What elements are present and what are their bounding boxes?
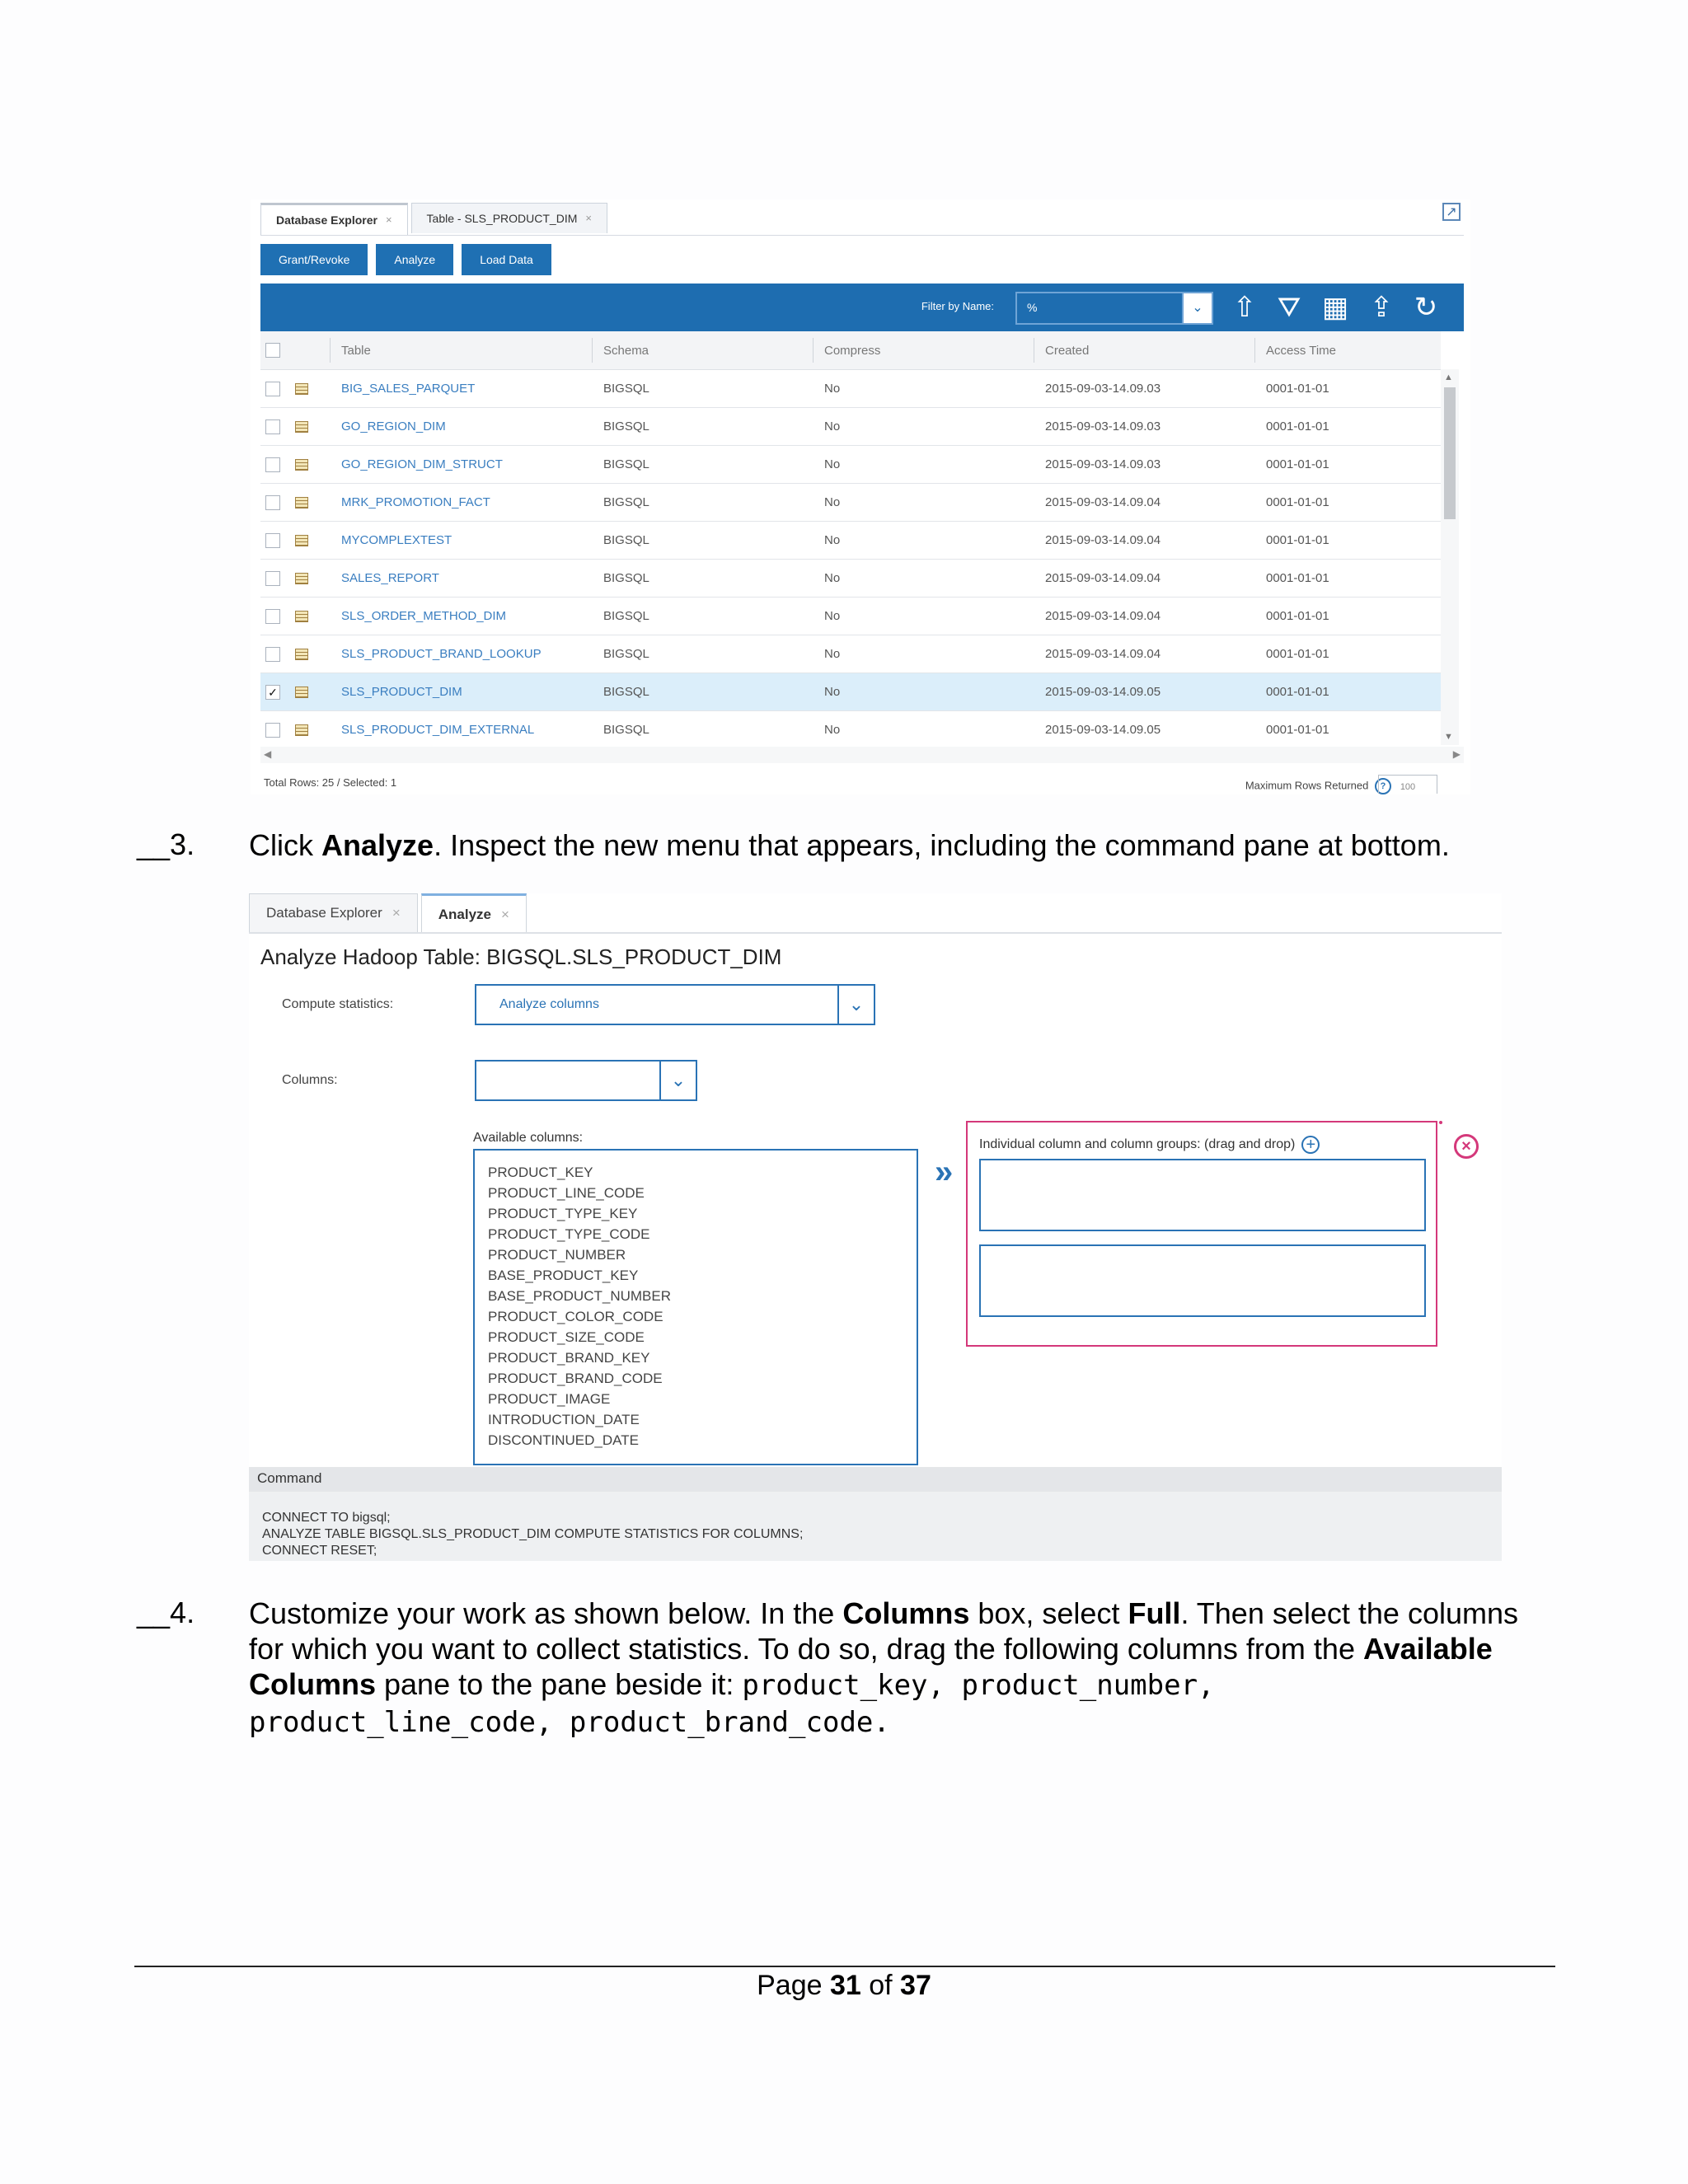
chevron-down-icon[interactable]: ⌄ xyxy=(659,1062,696,1099)
grant-revoke-button[interactable]: Grant/Revoke xyxy=(260,244,368,275)
selected-value: Analyze columns xyxy=(499,997,599,1011)
table-icon xyxy=(295,497,308,509)
text: . Inspect the new menu that appears, including the command pane at bottom. xyxy=(434,828,1450,862)
compress-cell: No xyxy=(824,419,841,434)
available-column-item[interactable]: PRODUCT_LINE_CODE xyxy=(488,1185,645,1201)
column-header-schema[interactable]: Schema xyxy=(603,343,649,358)
step-3-instruction xyxy=(249,827,1535,863)
compress-cell: No xyxy=(824,723,841,737)
compress-cell: No xyxy=(824,495,841,509)
created-cell: 2015-09-03-14.09.04 xyxy=(1045,571,1161,585)
close-icon[interactable]: × xyxy=(501,907,509,922)
schema-cell: BIGSQL xyxy=(603,685,649,699)
available-column-item[interactable]: PRODUCT_BRAND_KEY xyxy=(488,1350,650,1366)
add-group-icon[interactable]: + xyxy=(1301,1136,1320,1154)
command-line: ANALYZE TABLE BIGSQL.SLS_PRODUCT_DIM COMPUTE STATISTICS FOR COLUMNS; xyxy=(262,1527,804,1541)
compress-cell: No xyxy=(824,685,841,699)
access-time-cell: 0001-01-01 xyxy=(1266,571,1329,585)
schema-cell: BIGSQL xyxy=(603,723,649,737)
text: of xyxy=(860,1970,901,2001)
row-checkbox[interactable] xyxy=(265,609,280,624)
tab-label: Table - SLS_PRODUCT_DIM xyxy=(426,212,578,225)
table-name-link[interactable]: MYCOMPLEXTEST xyxy=(341,533,452,547)
table-icon xyxy=(295,649,308,660)
filter-icon[interactable]: ⛛ xyxy=(1277,292,1301,323)
command-pane xyxy=(249,1492,1502,1561)
explorer-tab-bar xyxy=(260,203,607,234)
schema-cell: BIGSQL xyxy=(603,609,649,623)
filter-bar xyxy=(260,284,1464,331)
table-row[interactable] xyxy=(260,560,1441,598)
created-cell: 2015-09-03-14.09.03 xyxy=(1045,382,1161,396)
table-name-link[interactable]: GO_REGION_DIM_STRUCT xyxy=(341,457,503,471)
move-right-icon[interactable]: » xyxy=(935,1154,954,1190)
table-row[interactable] xyxy=(260,635,1441,673)
table-icon xyxy=(295,535,308,546)
grid-body xyxy=(260,370,1441,749)
bold-text: Available Columns xyxy=(249,1632,1493,1701)
access-time-cell: 0001-01-01 xyxy=(1266,495,1329,509)
help-icon[interactable]: ? xyxy=(1375,778,1391,794)
row-checkbox[interactable]: ✓ xyxy=(265,685,280,700)
filter-label: Filter by Name: xyxy=(921,300,994,312)
load-data-button[interactable]: Load Data xyxy=(462,244,551,275)
created-cell: 2015-09-03-14.09.05 xyxy=(1045,723,1161,737)
columns-label: Columns: xyxy=(282,1073,338,1087)
table-row[interactable] xyxy=(260,370,1441,408)
text: Click xyxy=(249,828,321,862)
table-icon xyxy=(295,687,308,698)
explorer-toolbar xyxy=(260,244,551,275)
horizontal-scrollbar[interactable] xyxy=(260,747,1464,763)
table-name-link[interactable]: MRK_PROMOTION_FACT xyxy=(341,495,490,509)
tab-label: Analyze xyxy=(438,907,491,922)
total-pages: 37 xyxy=(900,1970,931,2001)
analyze-screenshot xyxy=(249,893,1502,1561)
created-cell: 2015-09-03-14.09.04 xyxy=(1045,533,1161,547)
tab-database-explorer[interactable] xyxy=(249,893,418,932)
compute-statistics-select[interactable] xyxy=(475,984,875,1025)
tab-database-explorer[interactable] xyxy=(260,203,408,235)
created-cell: 2015-09-03-14.09.04 xyxy=(1045,647,1161,661)
created-cell: 2015-09-03-14.09.03 xyxy=(1045,457,1161,471)
row-checkbox[interactable] xyxy=(265,647,280,662)
max-rows-label xyxy=(1245,778,1391,794)
available-columns-label: Available columns: xyxy=(473,1131,584,1145)
row-checkbox[interactable] xyxy=(265,495,280,510)
grid-header xyxy=(260,331,1441,370)
tab-divider xyxy=(249,932,1502,934)
access-time-cell: 0001-01-01 xyxy=(1266,533,1329,547)
close-icon[interactable]: × xyxy=(585,212,592,224)
access-time-cell: 0001-01-01 xyxy=(1266,382,1329,396)
row-checkbox[interactable] xyxy=(265,723,280,738)
table-view-icon[interactable]: ▦ xyxy=(1321,292,1349,323)
table-icon xyxy=(295,611,308,622)
filter-value: % xyxy=(1027,301,1038,314)
column-header-compress[interactable]: Compress xyxy=(824,343,881,358)
max-rows-text: Maximum Rows Returned xyxy=(1245,779,1369,792)
table-icon xyxy=(295,724,308,736)
created-cell: 2015-09-03-14.09.04 xyxy=(1045,609,1161,623)
schema-cell: BIGSQL xyxy=(603,457,649,471)
remove-group-icon[interactable]: × xyxy=(1454,1134,1479,1159)
column-groups-label xyxy=(979,1136,1320,1154)
text: pane to the pane beside it: xyxy=(376,1667,743,1701)
column-group-drop-zone[interactable] xyxy=(979,1159,1426,1231)
database-explorer-screenshot xyxy=(251,199,1470,794)
column-header-created[interactable]: Created xyxy=(1045,343,1090,358)
table-row[interactable] xyxy=(260,484,1441,522)
compress-cell: No xyxy=(824,382,841,396)
required-marker xyxy=(1439,1121,1442,1124)
available-column-item[interactable]: PRODUCT_KEY xyxy=(488,1165,593,1180)
table-row[interactable] xyxy=(260,598,1441,635)
popout-icon[interactable]: ↗ xyxy=(1442,203,1461,221)
scroll-right-icon[interactable]: ▶ xyxy=(1452,748,1461,760)
schema-cell: BIGSQL xyxy=(603,571,649,585)
table-icon xyxy=(295,573,308,584)
tab-table-sls-product-dim[interactable] xyxy=(411,203,607,233)
tab-label: Database Explorer xyxy=(266,905,382,921)
access-time-cell: 0001-01-01 xyxy=(1266,647,1329,661)
tab-divider xyxy=(260,235,1464,236)
available-column-item[interactable]: DISCONTINUED_DATE xyxy=(488,1432,639,1448)
table-row[interactable] xyxy=(260,711,1441,749)
column-header-access-time[interactable]: Access Time xyxy=(1266,343,1337,358)
tab-analyze[interactable] xyxy=(421,893,527,934)
text: . Then select the columns for which you want to collect statistics. To do so, drag the following columns from the xyxy=(249,1596,1518,1666)
column-groups-panel xyxy=(966,1121,1437,1347)
columns-select[interactable] xyxy=(475,1060,697,1101)
compress-cell: No xyxy=(824,647,841,661)
column-list xyxy=(488,1162,917,1451)
close-icon[interactable]: × xyxy=(392,905,401,921)
row-checkbox[interactable] xyxy=(265,457,280,472)
available-column-item[interactable]: PRODUCT_BRAND_CODE xyxy=(488,1371,663,1386)
upload-icon[interactable]: ⇪ xyxy=(1369,292,1394,323)
compress-cell: No xyxy=(824,533,841,547)
table-name-link[interactable]: BIG_SALES_PARQUET xyxy=(341,382,476,396)
available-column-item[interactable]: PRODUCT_NUMBER xyxy=(488,1247,626,1263)
compress-cell: No xyxy=(824,457,841,471)
page-title: Analyze Hadoop Table: BIGSQL.SLS_PRODUCT_DIM xyxy=(260,944,782,969)
max-rows-input[interactable]: 100 xyxy=(1378,775,1437,794)
step-number: __4. xyxy=(137,1596,195,1629)
schema-cell: BIGSQL xyxy=(603,419,649,434)
table-icon xyxy=(295,421,308,433)
available-column-item[interactable]: BASE_PRODUCT_KEY xyxy=(488,1268,639,1283)
command-line: CONNECT TO bigsql; xyxy=(262,1511,391,1525)
compute-statistics-label: Compute statistics: xyxy=(282,997,394,1011)
filter-by-name-input[interactable] xyxy=(1015,292,1213,325)
scrollbar-thumb[interactable] xyxy=(1444,387,1456,519)
sort-icon[interactable]: ⇧ xyxy=(1232,292,1257,323)
scroll-left-icon[interactable]: ◀ xyxy=(264,748,272,760)
code-text: product_line_code, product_brand_code. xyxy=(249,1706,890,1739)
table-name-link[interactable]: SALES_REPORT xyxy=(341,571,439,585)
column-group-drop-zone[interactable] xyxy=(979,1244,1426,1317)
table-icon xyxy=(295,459,308,471)
available-column-item[interactable]: PRODUCT_SIZE_CODE xyxy=(488,1329,645,1345)
available-column-item[interactable]: PRODUCT_TYPE_CODE xyxy=(488,1226,650,1242)
available-columns-list[interactable] xyxy=(473,1149,918,1465)
access-time-cell: 0001-01-01 xyxy=(1266,419,1329,434)
available-column-item[interactable]: BASE_PRODUCT_NUMBER xyxy=(488,1288,671,1304)
page-number xyxy=(0,1970,1688,2002)
table-icon xyxy=(295,383,308,395)
command-header: Command xyxy=(249,1467,1502,1492)
table-row[interactable] xyxy=(260,446,1441,484)
row-checkbox[interactable] xyxy=(265,419,280,434)
text: Page xyxy=(757,1970,830,2001)
access-time-cell: 0001-01-01 xyxy=(1266,723,1329,737)
scroll-up-icon[interactable]: ▲ xyxy=(1444,373,1453,382)
current-page: 31 xyxy=(829,1970,861,2001)
schema-cell: BIGSQL xyxy=(603,382,649,396)
bold-text: Full xyxy=(1128,1596,1181,1630)
scroll-down-icon[interactable]: ▼ xyxy=(1444,732,1453,742)
table-row[interactable] xyxy=(260,673,1441,711)
bold-text: Columns xyxy=(842,1596,970,1630)
row-count-status: Total Rows: 25 / Selected: 1 xyxy=(264,776,397,789)
access-time-cell: 0001-01-01 xyxy=(1266,457,1329,471)
label-text: Individual column and column groups: (drag and drop) xyxy=(979,1137,1296,1151)
step-number: __3. xyxy=(137,827,195,861)
row-checkbox[interactable] xyxy=(265,382,280,396)
tables-grid xyxy=(260,331,1441,749)
analyze-tab-bar xyxy=(249,893,527,934)
access-time-cell: 0001-01-01 xyxy=(1266,685,1329,699)
row-checkbox[interactable] xyxy=(265,571,280,586)
compress-cell: No xyxy=(824,571,841,585)
bold-text: Analyze xyxy=(321,828,434,862)
refresh-icon[interactable]: ↻ xyxy=(1414,292,1438,323)
table-name-link[interactable]: GO_REGION_DIM xyxy=(341,419,446,434)
created-cell: 2015-09-03-14.09.03 xyxy=(1045,419,1161,434)
command-line: CONNECT RESET; xyxy=(262,1544,377,1558)
vertical-scrollbar[interactable] xyxy=(1441,369,1459,745)
tab-label: Database Explorer xyxy=(276,213,377,227)
available-column-item[interactable]: PRODUCT_IMAGE xyxy=(488,1391,611,1407)
schema-cell: BIGSQL xyxy=(603,647,649,661)
select-all-checkbox[interactable] xyxy=(265,343,280,358)
step-4-instruction xyxy=(249,1596,1535,1741)
available-column-item[interactable]: PRODUCT_TYPE_KEY xyxy=(488,1206,638,1221)
table-name-link[interactable]: SLS_PRODUCT_DIM xyxy=(341,685,462,699)
created-cell: 2015-09-03-14.09.04 xyxy=(1045,495,1161,509)
table-name-link[interactable]: SLS_PRODUCT_DIM_EXTERNAL xyxy=(341,723,535,737)
schema-cell: BIGSQL xyxy=(603,495,649,509)
table-row[interactable] xyxy=(260,408,1441,446)
available-column-item[interactable]: PRODUCT_COLOR_CODE xyxy=(488,1309,663,1324)
schema-cell: BIGSQL xyxy=(603,533,649,547)
footer-rule xyxy=(134,1966,1555,1967)
chevron-down-icon[interactable]: ⌄ xyxy=(1182,293,1212,323)
code-text: product_key, product_number, xyxy=(742,1669,1215,1702)
created-cell: 2015-09-03-14.09.05 xyxy=(1045,685,1161,699)
analyze-button[interactable]: Analyze xyxy=(376,244,453,275)
text: box, select xyxy=(969,1596,1128,1630)
available-column-item[interactable]: INTRODUCTION_DATE xyxy=(488,1412,640,1427)
table-name-link[interactable]: SLS_ORDER_METHOD_DIM xyxy=(341,609,507,623)
compress-cell: No xyxy=(824,609,841,623)
access-time-cell: 0001-01-01 xyxy=(1266,609,1329,623)
row-checkbox[interactable] xyxy=(265,533,280,548)
table-name-link[interactable]: SLS_PRODUCT_BRAND_LOOKUP xyxy=(341,647,542,661)
text: Customize your work as shown below. In the xyxy=(249,1596,843,1630)
close-icon[interactable]: × xyxy=(385,213,392,226)
table-row[interactable] xyxy=(260,522,1441,560)
chevron-down-icon[interactable]: ⌄ xyxy=(837,986,874,1024)
column-header-table[interactable]: Table xyxy=(341,343,371,358)
